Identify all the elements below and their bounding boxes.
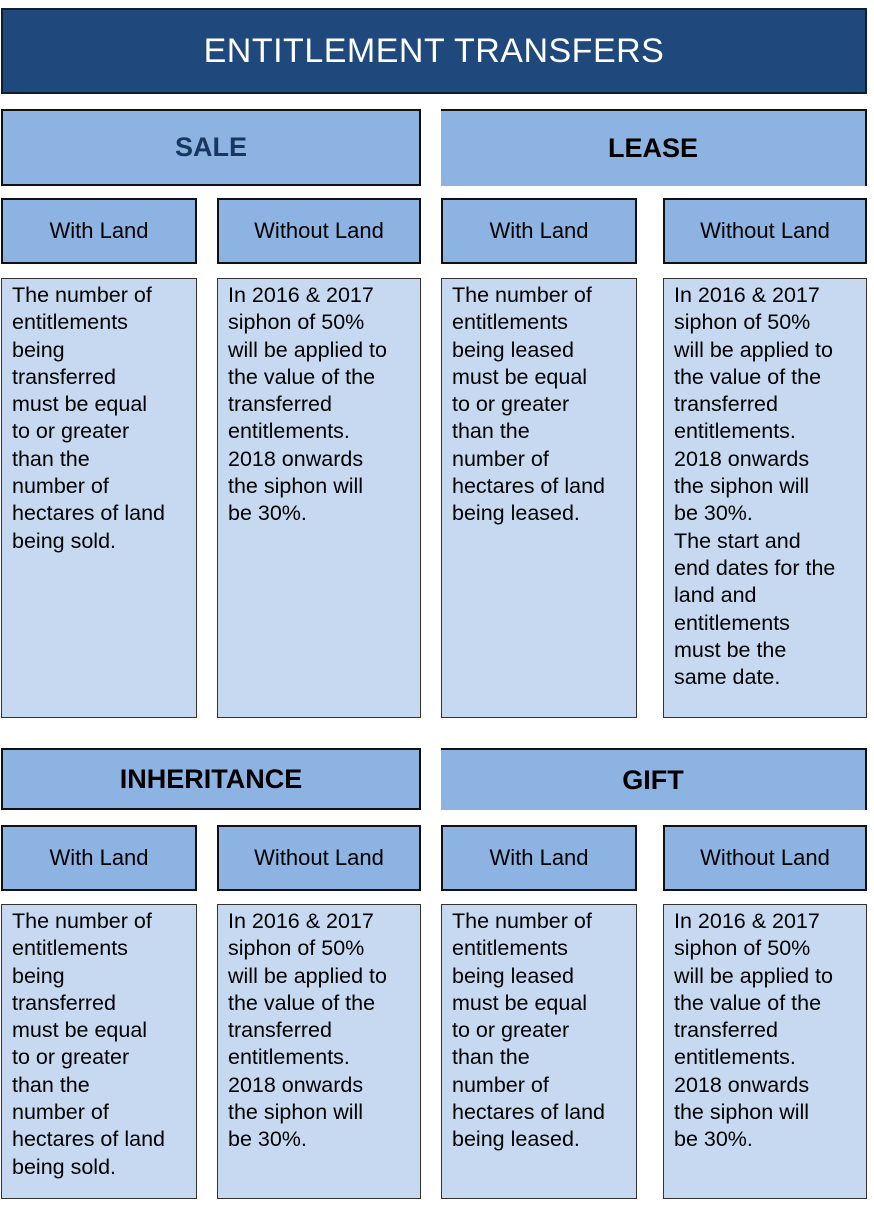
inheritance-with-land-text: The number of entitlements being transferred must be equal to or greater than the number of hectares of land being sold. <box>1 904 197 1199</box>
section-gift-header: GIFT <box>441 748 867 810</box>
section-sale-header: SALE <box>1 109 421 186</box>
section-lease-header: LEASE <box>441 109 867 186</box>
gift-with-land-text: The number of entitlements being leased must be equal to or greater than the number of hectares of land being leased. <box>441 904 637 1199</box>
gift-without-land-header: Without Land <box>663 825 867 891</box>
lease-with-land-header: With Land <box>441 198 637 264</box>
sale-with-land-header: With Land <box>1 198 197 264</box>
sale-without-land-header: Without Land <box>217 198 421 264</box>
inheritance-without-land-text: In 2016 & 2017 siphon of 50% will be applied to the value of the transferred entitlements. 2018 onwards the siphon will be 30%. <box>217 904 421 1199</box>
lease-without-land-text: In 2016 & 2017 siphon of 50% will be applied to the value of the transferred entitlements. 2018 onwards the siphon will be 30%. The start and end dates for the land and entitlements must be the same date. <box>663 278 867 718</box>
page-title: ENTITLEMENT TRANSFERS <box>1 8 867 94</box>
sale-without-land-text: In 2016 & 2017 siphon of 50% will be applied to the value of the transferred entitlements. 2018 onwards the siphon will be 30%. <box>217 278 421 718</box>
inheritance-without-land-header: Without Land <box>217 825 421 891</box>
gift-without-land-text: In 2016 & 2017 siphon of 50% will be applied to the value of the transferred entitlements. 2018 onwards the siphon will be 30%. <box>663 904 867 1199</box>
lease-with-land-text: The number of entitlements being leased must be equal to or greater than the number of hectares of land being leased. <box>441 278 637 718</box>
section-inheritance-header: INHERITANCE <box>1 748 421 810</box>
lease-without-land-header: Without Land <box>663 198 867 264</box>
inheritance-with-land-header: With Land <box>1 825 197 891</box>
gift-with-land-header: With Land <box>441 825 637 891</box>
sale-with-land-text: The number of entitlements being transferred must be equal to or greater than the number of hectares of land being sold. <box>1 278 197 718</box>
